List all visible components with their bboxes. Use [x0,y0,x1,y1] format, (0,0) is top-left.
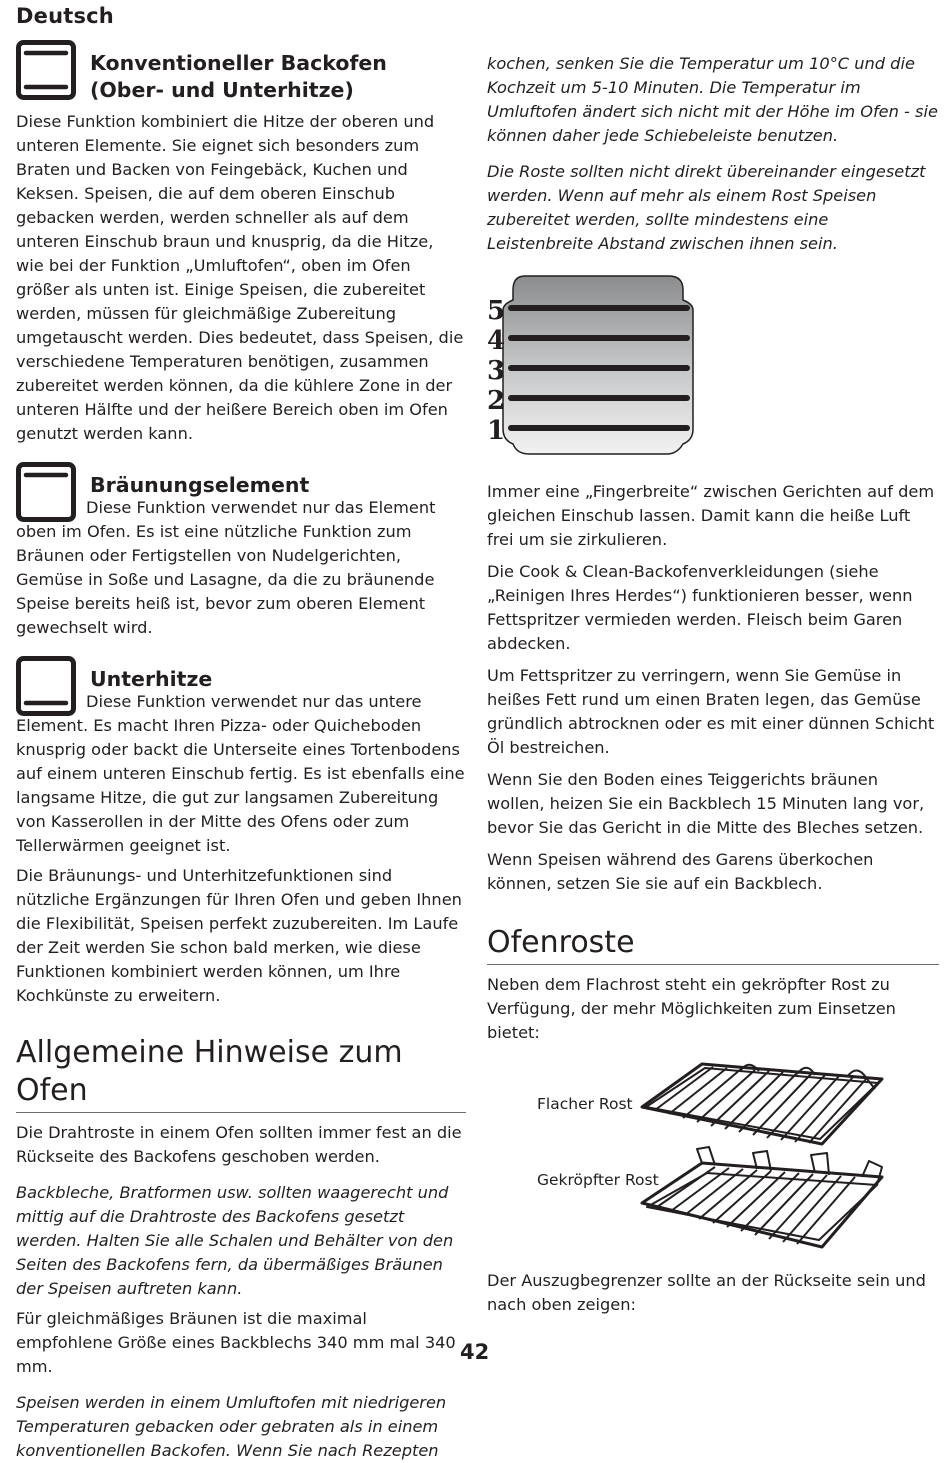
function-conventional [16,40,466,446]
shelf-number: 2 [487,386,506,416]
shelf-number: 5 [487,296,506,326]
shelf-number: 3 [487,356,506,386]
body-paragraph: Die Roste sollten nicht direkt übereinander eingesetzt werden. Wenn auf mehr als einem Rost Speisen zubereitet werden, sollte mindestens eine Leistenbreite Abstand zwischen ihnen sein. [487,162,926,253]
function-bottom-heat [16,656,466,858]
function-header [16,656,466,693]
oven-racks-heading: Ofenroste [487,924,939,965]
dropped-rack-label: Gekröpfter Rost [537,1171,659,1189]
body-paragraph: Die Cook & Clean-Backofenverkleidungen (siehe „Reinigen Ihres Herdes“) funktionieren besser, wenn Fettspritzer vermieden werden. Fleisch beim Garen abdecken. [487,562,913,653]
body-paragraph: Wenn Speisen während des Garens überkochen können, setzen Sie sie auf ein Backblech. [487,850,874,893]
general-note: Die Drahtroste in einem Ofen sollten immer fest an die Rückseite des Backofens geschoben werden. [16,1123,462,1166]
function-browning [16,462,466,640]
function-description: Diese Funktion verwendet nur das Element oben im Ofen. Es ist eine nützliche Funktion zum Bräunen oder Fertigstellen von Nudelgerichten, Gemüse in Soße und Lasagne, da die zu bräunende Speise bereits heiß ist, bevor zum oberen Element gewechselt wird. [16,498,436,637]
function-title: Unterhitze [90,667,213,691]
body-paragraph: Wenn Sie den Boden eines Teiggerichts bräunen wollen, heizen Sie ein Backblech 15 Minuten lang vor, bevor Sie das Gericht in die Mitte des Bleches setzen. [487,770,925,837]
body-paragraph: Immer eine „Fingerbreite“ zwischen Gerichten auf dem gleichen Einschub lassen. Damit kann die heiße Luft frei um sie zirkulieren. [487,482,935,549]
oven-bottom-element-icon [16,656,76,716]
function-description: Diese Funktion kombiniert die Hitze der oberen und unteren Elemente. Sie eignet sich besonders zum Braten und Backen von Feingebäck, Kuchen und Keksen. Speisen, die auf dem oberen Einschub gebacken werden, werden schneller als auf dem unteren Einschub braun und knusprig, da die Hitze, wie bei der Funktion „Umluftofen“, oben im Ofen größer als unten ist. Einige Speisen, die zubereitet werden, müssen für gleichmäßige Zubereitung umgetauscht werden. Dies bedeutet, dass Speisen, die verschiedene Temperaturen benötigen, zusammen zubereitet werden können, da die kühlere Zone in der unteren Hälfte und der heißere Bereich oben im Ofen genutzt werden kann. [16,112,464,443]
right-column [487,52,939,1317]
flat-rack-illustration [637,1059,887,1149]
function-header [16,462,466,499]
shelf-positions-diagram [487,274,717,464]
racks-outro: Der Auszugbegrenzer sollte an der Rückseite sein und nach oben zeigen: [487,1271,926,1314]
function-header [16,40,466,104]
oven-top-element-icon [16,462,76,522]
page-number: 42 [460,1340,490,1364]
left-column [16,40,466,1463]
racks-illustration [487,1051,939,1271]
body-paragraph: Um Fettspritzer zu verringern, wenn Sie Gemüse in heißes Fett rund um einen Braten legen, das Gemüse gründlich abtrocknen oder es mit einer dünnen Schicht Öl bestreichen. [487,666,935,757]
language-label: Deutsch [16,4,114,28]
general-note: Speisen werden in einem Umluftofen mit niedrigeren Temperaturen gebacken oder gebraten als in einem konventionellen Backofen. Wenn Sie nach Rezepten [16,1393,447,1460]
flat-rack-label: Flacher Rost [537,1095,633,1113]
general-notes-heading: Allgemeine Hinweise zum Ofen [16,1034,466,1113]
function-description: Diese Funktion verwendet nur das untere Element. Es macht Ihren Pizza- oder Quicheboden knusprig oder backt die Unterseite eines Tortenbodens auf einem unteren Einschub fertig. Es ist ebenfalls eine langsame Hitze, die gut zur langsamen Zubereitung von Kasserollen in der Mitte des Ofens oder zum Tellerwärmen geeignet ist. [16,692,465,855]
general-note: Backbleche, Bratformen usw. sollten waagerecht und mittig auf die Drahtroste des Backofens gesetzt werden. Halten Sie alle Schalen und Behälter von den Seiten des Backofens fern, da übermäßiges Bräunen der Speisen auftreten kann. [16,1183,454,1298]
oven-top-bottom-heat-icon [16,40,76,100]
dropped-rack-illustration [637,1145,887,1255]
shelf-number: 1 [487,416,506,446]
racks-intro: Neben dem Flachrost steht ein gekröpfter Rost zu Verfügung, der mehr Möglichkeiten zum Einsetzen bietet: [487,975,896,1042]
function-title: Bräunungselement [90,473,310,497]
general-note: Für gleichmäßiges Bräunen ist die maximal empfohlene Größe eines Backblechs 340 mm mal 340 mm. [16,1309,456,1376]
function-title: Konventioneller Backofen (Ober- und Unterhitze) [90,51,387,102]
functions-summary: Die Bräunungs- und Unterhitzefunktionen sind nützliche Ergänzungen für Ihren Ofen und geben Ihnen die Flexibilität, Speisen perfekt zuzubereiten. Im Laufe der Zeit werden Sie schon bald merken, wie diese Funktionen kombiniert werden können, um Ihre Kochkünste zu erweitern. [16,866,462,1005]
shelf-number: 4 [487,326,506,356]
body-paragraph: kochen, senken Sie die Temperatur um 10°C und die Kochzeit um 5-10 Minuten. Die Temperatur im Umluftofen ändert sich nicht mit der Höhe im Ofen - sie können daher jede Schiebeleiste benutzen. [487,54,938,145]
